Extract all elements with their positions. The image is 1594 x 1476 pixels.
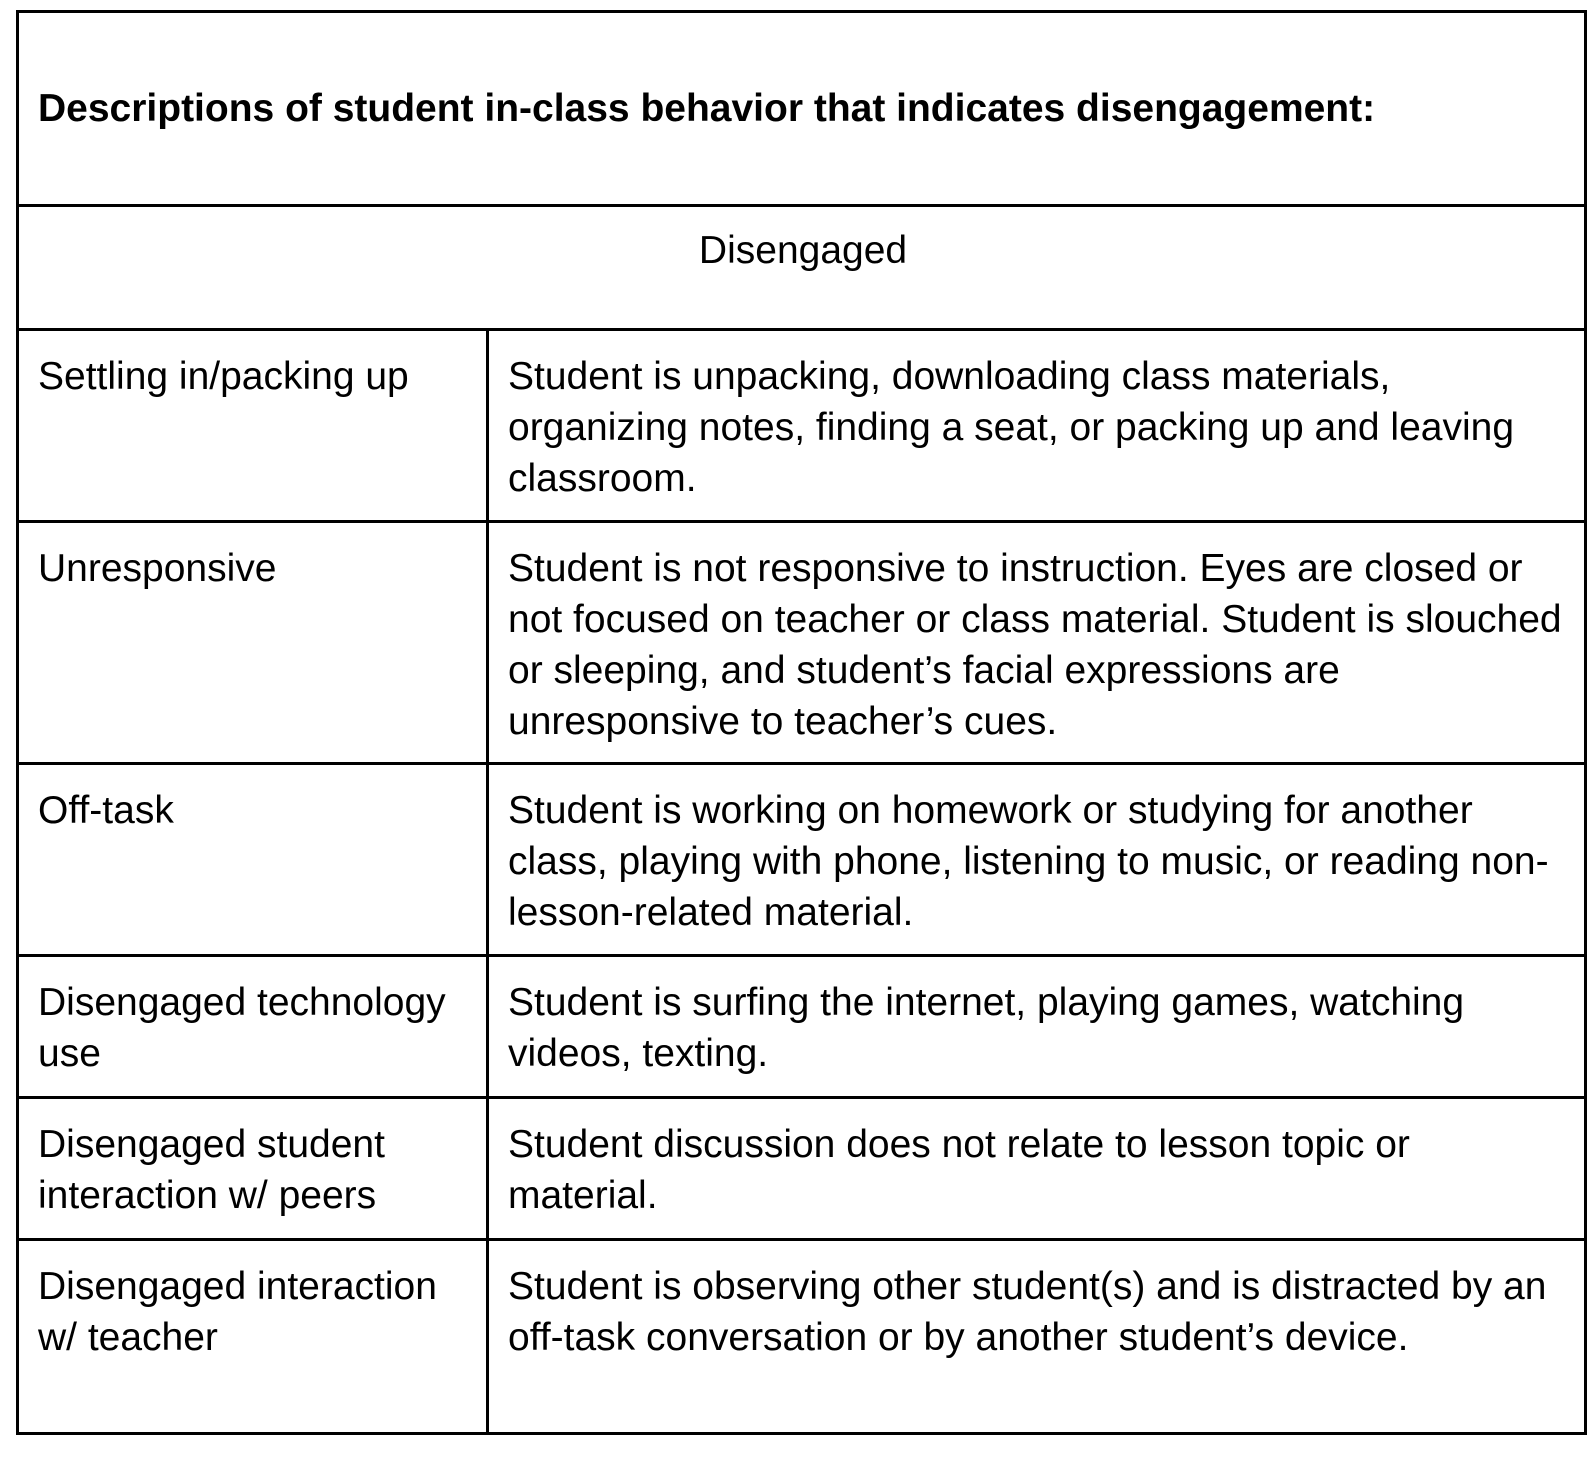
table-row [18, 764, 1586, 956]
behavior-label: Off-task [18, 764, 488, 956]
section-header-row [18, 206, 1586, 330]
behavior-label: Unresponsive [18, 522, 488, 764]
table-row [18, 1240, 1586, 1434]
section-header: Disengaged [18, 206, 1586, 330]
behavior-description: Student discussion does not relate to lesson topic or material. [488, 1098, 1586, 1240]
behavior-description: Student is unpacking, downloading class materials, organizing notes, finding a seat, or packing up and leaving classroom. [488, 330, 1586, 522]
table-row [18, 522, 1586, 764]
table-row [18, 956, 1586, 1098]
behavior-description: Student is not responsive to instruction. Eyes are closed or not focused on teacher or class material. Student is slouched or sleeping, and student’s facial expressions are unresponsive to teacher’s cues. [488, 522, 1586, 764]
table-row [18, 330, 1586, 522]
behavior-description: Student is observing other student(s) and is distracted by an off-task conversation or by another student’s device. [488, 1240, 1586, 1434]
table-title: Descriptions of student in-class behavior that indicates disengagement: [18, 12, 1586, 206]
behavior-description: Student is working on homework or studying for another class, playing with phone, listening to music, or reading non-lesson-related material. [488, 764, 1586, 956]
disengagement-table [16, 10, 1587, 1435]
behavior-description: Student is surfing the internet, playing games, watching videos, texting. [488, 956, 1586, 1098]
behavior-label: Disengaged technology use [18, 956, 488, 1098]
behavior-label: Disengaged interaction w/ teacher [18, 1240, 488, 1434]
behavior-label: Settling in/packing up [18, 330, 488, 522]
title-row [18, 12, 1586, 206]
behavior-label: Disengaged student interaction w/ peers [18, 1098, 488, 1240]
table-row [18, 1098, 1586, 1240]
